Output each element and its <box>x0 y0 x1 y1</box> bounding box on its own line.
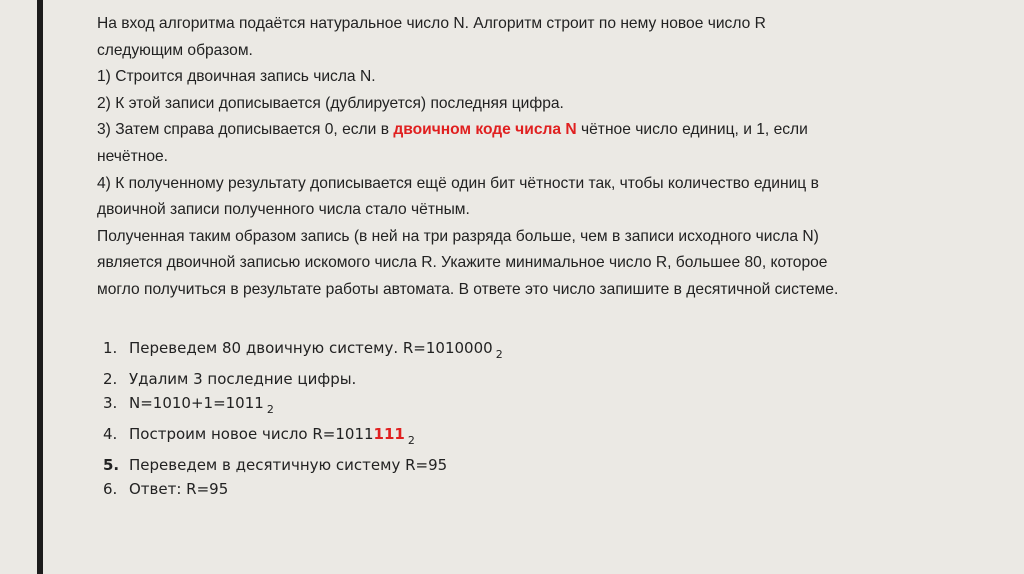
step-number: 2. <box>103 370 118 388</box>
rule-4: 4) К полученному результату дописывается ещё один бит чётности так, чтобы количество единиц в <box>97 174 819 192</box>
task-paragraph-line: является двоичной записью искомого числа R. Укажите минимальное число R, большее 80, которое <box>97 254 828 272</box>
step-number: 3. <box>103 394 118 412</box>
base-subscript: 2 <box>495 348 503 361</box>
step-3 <box>103 391 703 422</box>
solution-steps <box>103 336 703 501</box>
rule-4-continuation: двоичной записи полученного числа стало чётным. <box>97 201 470 219</box>
problem-line: На вход алгоритма подаётся натуральное число N. Алгоритм строит по нему новое число R <box>97 15 766 32</box>
step-number: 4. <box>103 425 118 443</box>
step-text <box>129 391 274 422</box>
base-subscript: 2 <box>266 403 274 416</box>
step-1 <box>103 336 703 367</box>
step-2 <box>103 367 703 391</box>
step-number: 6. <box>103 480 118 498</box>
step-text-main: N=1010+1=1011 <box>129 394 264 412</box>
appended-bits: 111 <box>373 425 405 443</box>
step-number: 5. <box>103 456 120 474</box>
step-5 <box>103 453 703 477</box>
rule-2: 2) К этой записи дописывается (дублируется) последняя цифра. <box>97 94 564 112</box>
rule-3-text-end: чётное число единиц, и 1, если <box>576 121 808 139</box>
step-text-main: Переведем 80 двоичную систему. R=1010000 <box>129 339 493 357</box>
step-text: Переведем в десятичную систему R=95 <box>129 456 448 474</box>
step-text <box>129 422 415 453</box>
rule-3 <box>97 117 977 144</box>
step-text: Ответ: R=95 <box>129 480 229 498</box>
highlighted-phrase: двоичном коде числа N <box>393 121 577 139</box>
step-6 <box>103 477 703 501</box>
step-text-main: Построим новое число R=1011 <box>129 425 374 443</box>
step-text: Удалим 3 последние цифры. <box>129 370 357 388</box>
step-text <box>129 336 503 367</box>
base-subscript: 2 <box>407 434 415 447</box>
task-paragraph-line: могло получиться в результате работы автомата. В ответе это число запишите в десятичной системе. <box>97 280 839 298</box>
rule-3-continuation: нечётное. <box>97 147 168 165</box>
left-accent-bar <box>37 0 43 574</box>
rule-1: 1) Строится двоичная запись числа N. <box>97 68 376 86</box>
task-paragraph-line: Полученная таким образом запись (в ней на три разряда больше, чем в записи исходного числа N) <box>97 227 819 245</box>
rule-3-text: 3) Затем справа дописывается 0, если в <box>97 121 394 139</box>
step-number: 1. <box>103 339 118 357</box>
step-4 <box>103 422 703 453</box>
problem-statement <box>97 11 977 304</box>
problem-line: следующим образом. <box>97 41 253 59</box>
